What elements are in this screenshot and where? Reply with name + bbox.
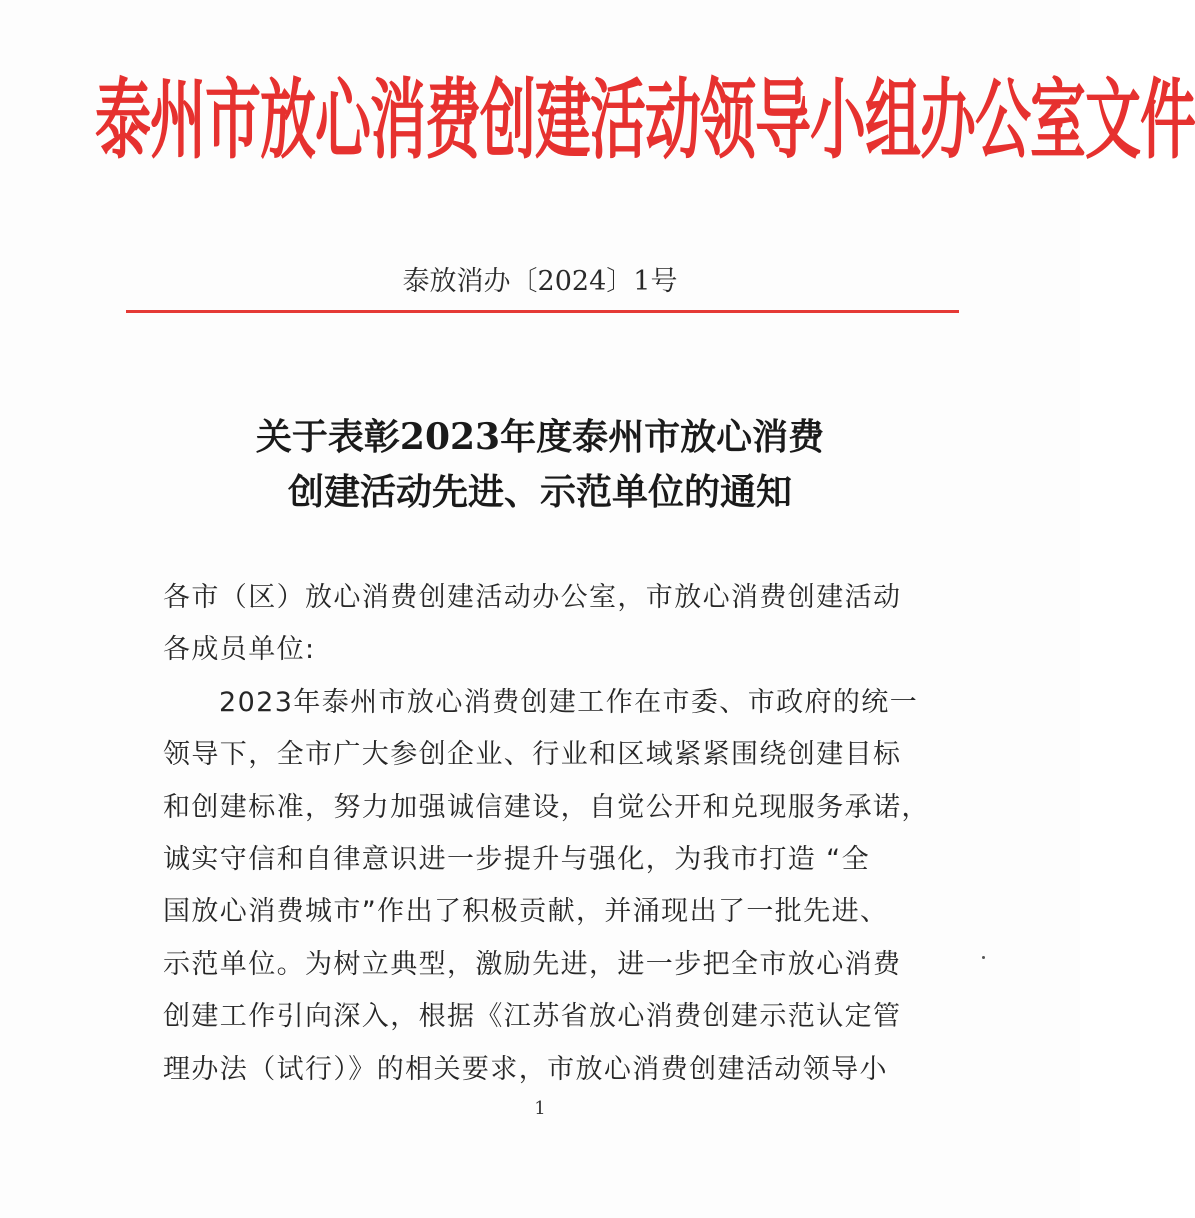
body-line: 理办法（试行）》的相关要求，市放心消费创建活动领导小 (163, 1053, 888, 1085)
scan-speck (982, 956, 985, 959)
body-line-paragraph-start: 2023年泰州市放心消费创建工作在市委、市政府的统一 (219, 686, 919, 718)
body-line: 国放心消费城市”作出了积极贡献，并涌现出了一批先进、 (163, 896, 889, 928)
page-number: 1 (534, 1098, 546, 1119)
body-line: 和创建标准，努力加强诚信建设，自觉公开和兑现服务承诺， (163, 791, 930, 823)
notice-title-line-2: 创建活动先进、示范单位的通知 (287, 471, 792, 513)
body-line-addressee-cont: 各成员单位: (163, 634, 316, 666)
document-number: 泰放消办〔2024〕1号 (402, 266, 678, 297)
organization-header-title: 泰州市放心消费创建活动领导小组办公室文件 (95, 70, 1195, 172)
body-line: 诚实守信和自律意识进一步提升与强化，为我市打造 “全 (163, 844, 870, 875)
body-line: 领导下，全市广大参创企业、行业和区域紧紧围绕创建目标 (163, 739, 902, 771)
body-line-addressee: 各市（区）放心消费创建活动办公室，市放心消费创建活动 (163, 582, 902, 613)
body-line: 创建工作引向深入，根据《江苏省放心消费创建示范认定管 (163, 1001, 902, 1033)
notice-title-line-1: 关于表彰2023年度泰州市放心消费 (255, 416, 825, 458)
body-line: 示范单位。为树立典型，激励先进，进一步把全市放心消费 (163, 948, 902, 980)
header-divider-line (126, 310, 959, 313)
